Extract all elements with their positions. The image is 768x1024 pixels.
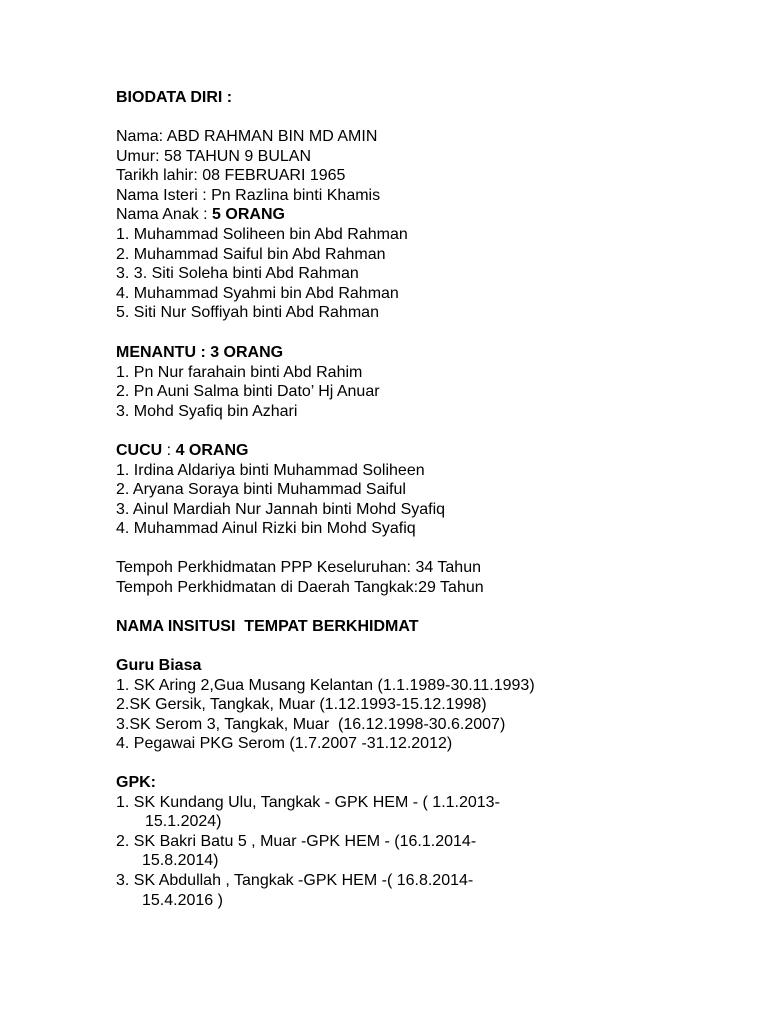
biodata-nama: Nama: ABD RAHMAN BIN MD AMIN (116, 128, 378, 145)
list-item: 3. 3. Siti Soleha binti Abd Rahman (116, 265, 359, 283)
list-item: 1. SK Aring 2,Gua Musang Kelantan (1.1.1989-30.11.1993) (116, 676, 535, 694)
list-item: 5. Siti Nur Soffiyah binti Abd Rahman (116, 304, 379, 322)
nama-anak-label: Nama Anak : (116, 206, 213, 224)
list-item: 3. Mohd Syafiq bin Azhari (116, 402, 298, 420)
biodata-nama-isteri: Nama Isteri : Pn Razlina binti Khamis (116, 186, 381, 204)
list-item: 3.SK Serom 3, Tangkak, Muar (16.12.1998-30.6.2007) (116, 715, 506, 733)
list-item: 2. Muhammad Saiful bin Abd Rahman (116, 245, 386, 263)
list-item-continuation: 15.1.2024) (145, 813, 222, 831)
biodata-nama-anak (116, 205, 736, 225)
list-item: 4. Muhammad Syahmi bin Abd Rahman (116, 284, 399, 302)
list-item: 3. Ainul Mardiah Nur Jannah binti Mohd Syafiq (116, 500, 446, 518)
list-item-continuation: 15.4.2016 ) (142, 891, 223, 909)
biodata-tarikh-lahir: Tarikh lahir: 08 FEBRUARI 1965 (116, 167, 346, 185)
list-item: 2.SK Gersik, Tangkak, Muar (1.12.1993-15.12.1998) (116, 696, 487, 714)
nama-anak-count: 5 ORANG (212, 206, 285, 224)
biodata-heading: BIODATA DIRI : (116, 89, 233, 106)
list-item: 3. SK Abdullah , Tangkak -GPK HEM -( 16.8.2014- (116, 871, 474, 889)
gpk-heading: GPK: (116, 774, 156, 791)
menantu-section (116, 343, 736, 421)
tempoh-section (116, 558, 736, 597)
list-item: 4. Muhammad Ainul Rizki bin Mohd Syafiq (116, 520, 416, 538)
list-item-continuation: 15.8.2014) (142, 852, 219, 870)
list-item: 1. SK Kundang Ulu, Tangkak - GPK HEM - ( 1.1.2013- (116, 793, 500, 811)
cucu-heading (116, 441, 736, 461)
list-item: 1. Muhammad Soliheen bin Abd Rahman (116, 225, 408, 243)
biodata-section (116, 88, 736, 108)
cucu-heading-count: 4 ORANG (175, 442, 249, 459)
cucu-section (116, 441, 736, 539)
tempoh-keseluruhan: Tempoh Perkhidmatan PPP Keseluruhan: 34 Tahun (116, 559, 481, 576)
biodata-umur: Umur: 58 TAHUN 9 BULAN (116, 147, 312, 165)
list-item: 1. Irdina Aldariya binti Muhammad Soliheen (116, 461, 425, 479)
guru-biasa-section (116, 656, 736, 754)
guru-biasa-heading: Guru Biasa (116, 657, 202, 674)
tempoh-daerah: Tempoh Perkhidmatan di Daerah Tangkak:29 Tahun (116, 578, 484, 596)
gpk-section (116, 773, 736, 910)
list-item: 1. Pn Nur farahain binti Abd Rahim (116, 363, 363, 381)
list-item: 2. Aryana Soraya binti Muhammad Saiful (116, 481, 406, 499)
institusi-section (116, 617, 736, 637)
cucu-heading-sep: : (162, 442, 176, 459)
list-item: 4. Pegawai PKG Serom (1.7.2007 -31.12.2012) (116, 735, 453, 753)
list-item: 2. SK Bakri Batu 5 , Muar -GPK HEM - (16.1.2014- (116, 832, 477, 850)
menantu-heading: MENANTU : 3 ORANG (116, 344, 284, 361)
biodata-details (116, 127, 736, 323)
list-item: 2. Pn Auni Salma binti Dato’ Hj Anuar (116, 383, 380, 401)
institusi-heading: NAMA INSITUSI TEMPAT BERKHIDMAT (116, 618, 419, 635)
cucu-heading-label: CUCU (116, 442, 163, 459)
